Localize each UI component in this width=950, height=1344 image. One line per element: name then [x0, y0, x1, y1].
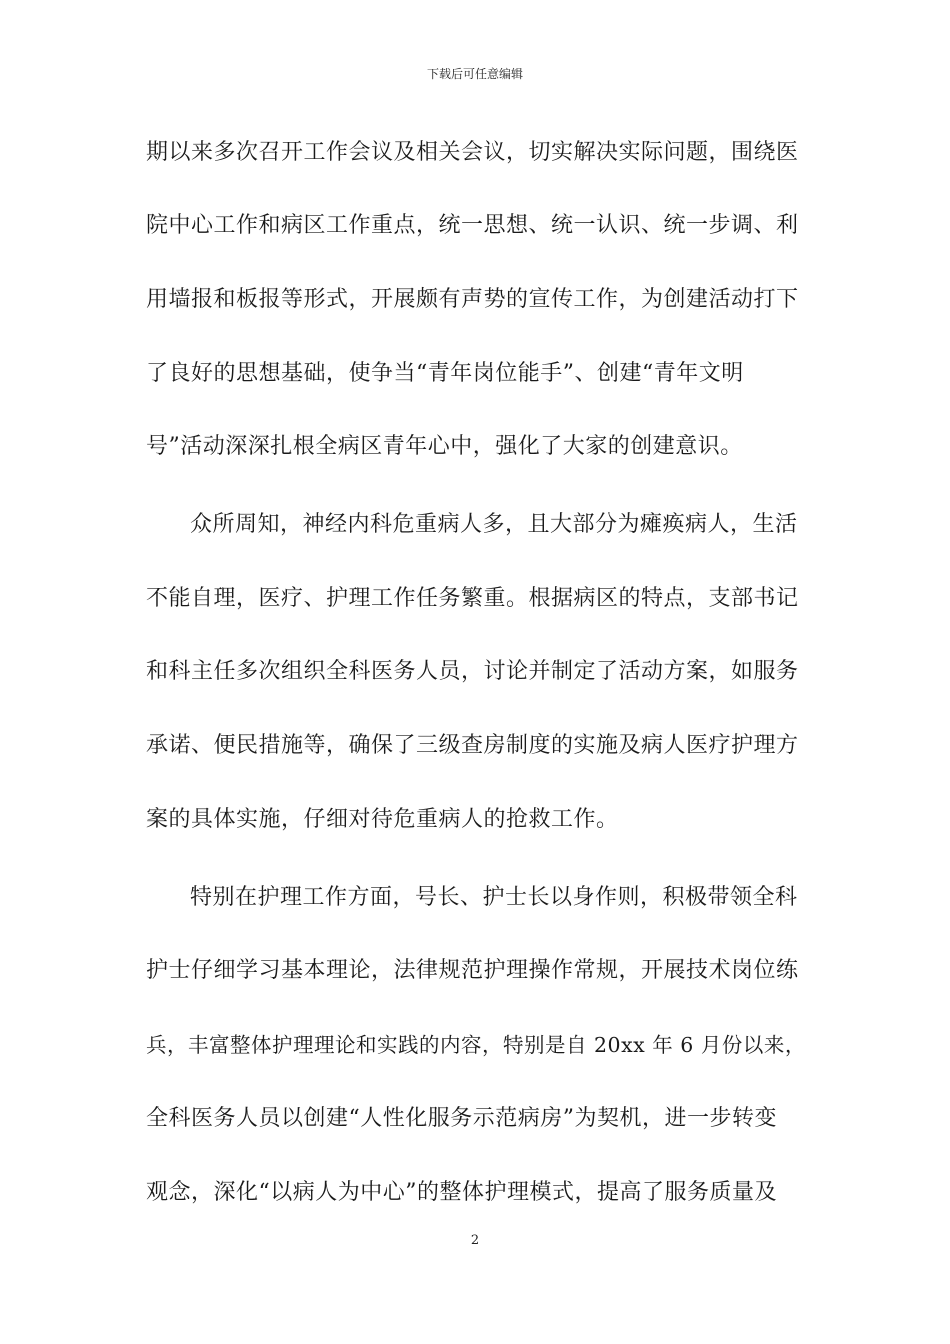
- page-number: 2: [470, 1233, 480, 1248]
- paragraph-3-line-3: 兵，丰富整体护理理论和实践的内容，特别是自 20xx 年 6 月份以来，: [146, 1033, 806, 1057]
- paragraph-2-line-1: 众所周知，神经内科危重病人多，且大部分为瘫痪病人，生活: [190, 512, 798, 537]
- paragraph-1-line-4: 了良好的思想基础，使争当“青年岗位能手”、创建“青年文明: [146, 361, 744, 386]
- paragraph-1-line-1: 期以来多次召开工作会议及相关会议，切实解决实际问题，围绕医: [146, 140, 799, 165]
- paragraph-1-line-5: 号”活动深深扎根全病区青年心中，强化了大家的创建意识。: [146, 434, 743, 459]
- paragraph-1-line-2: 院中心工作和病区工作重点，统一思想、统一认识、统一步调、利: [146, 213, 799, 238]
- paragraph-3-line-5: 观念，深化“以病人为中心”的整体护理模式，提高了服务质量及: [146, 1180, 777, 1205]
- paragraph-2-line-3: 和科主任多次组织全科医务人员，讨论并制定了活动方案，如服务: [146, 659, 799, 684]
- paragraph-2-line-5: 案的具体实施，仔细对待危重病人的抢救工作。: [146, 807, 619, 832]
- paragraph-1-line-3: 用墙报和板报等形式，开展颇有声势的宣传工作，为创建活动打下: [146, 287, 799, 312]
- paragraph-3-line-4: 全科医务人员以创建“人性化服务示范病房”为契机，进一步转变: [146, 1106, 777, 1131]
- paragraph-2-line-2: 不能自理，医疗、护理工作任务繁重。根据病区的特点，支部书记: [146, 586, 799, 611]
- page-header: 下载后可任意编辑: [426, 67, 523, 81]
- paragraph-3-line-2: 护士仔细学习基本理论，法律规范护理操作常规，开展技术岗位练: [146, 958, 799, 983]
- paragraph-2-line-4: 承诺、便民措施等，确保了三级查房制度的实施及病人医疗护理方: [146, 733, 799, 758]
- paragraph-3-line-1: 特别在护理工作方面，号长、护士长以身作则，积极带领全科: [190, 885, 798, 910]
